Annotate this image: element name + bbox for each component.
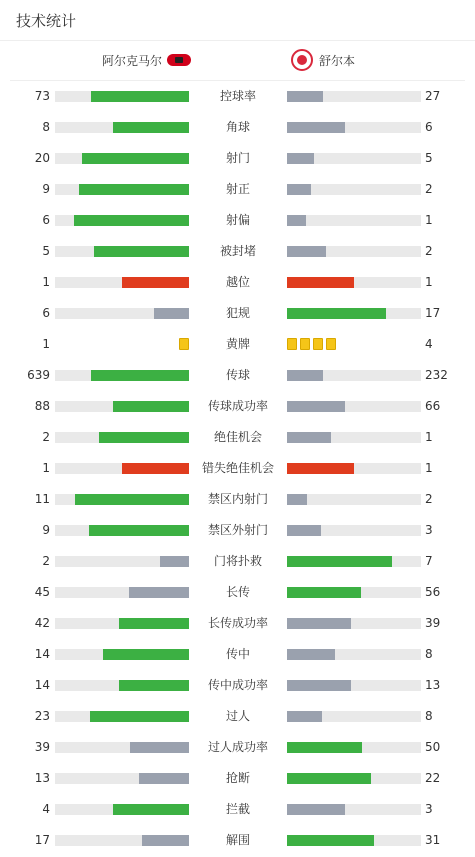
az-alkmaar-crest-icon [167,54,191,66]
stat-label: 射门 [225,151,250,165]
stat-label: 黄牌 [225,337,250,351]
away-stat-value: 27 [425,89,441,103]
away-stat-value: 66 [425,399,441,413]
away-stat-bar [287,215,421,226]
away-stat-bar [287,711,421,722]
home-stat-bar [55,463,189,474]
home-stat-bar-fill [91,91,189,102]
stat-label: 传中 [225,647,250,661]
away-stat-value: 1 [425,430,433,444]
away-stat-value: 3 [425,523,433,537]
home-stat-value: 42 [34,616,50,630]
stat-label: 拦截 [225,802,250,816]
away-stat-value: 2 [425,492,433,506]
away-team-name: 舒尔本 [319,53,356,68]
home-stat-bar-fill [113,804,189,815]
home-team-header [102,50,191,70]
yellow-card-icon [287,338,297,350]
away-stat-bar-fill [287,215,306,226]
home-stat-value: 45 [34,585,50,599]
home-stat-bar-fill [154,308,189,319]
home-stat-bar [55,587,189,598]
stat-row [0,794,475,825]
away-stat-bar [287,370,421,381]
away-stat-bar [287,680,421,691]
home-stat-bar-fill [122,277,189,288]
yellow-card-icon [326,338,336,350]
home-stat-bar-fill [122,463,189,474]
title-divider [0,40,475,41]
away-stat-bar-fill [287,556,392,567]
away-stat-bar-fill [287,184,311,195]
home-stat-bar-fill [74,215,189,226]
home-stat-value: 14 [34,647,50,661]
away-stat-value: 8 [425,647,433,661]
away-stat-bar [287,649,421,660]
stat-label: 角球 [225,120,250,134]
home-stat-value: 17 [34,833,50,847]
away-stat-bar [287,432,421,443]
home-stat-bar-fill [90,711,189,722]
away-stat-bar [287,556,421,567]
home-stat-value: 11 [34,492,50,506]
away-stat-value: 2 [425,244,433,258]
stat-label: 传球 [225,368,250,382]
home-stat-bar [55,835,189,846]
home-stat-bar [55,711,189,722]
home-stat-value: 1 [42,337,50,351]
stat-row [0,143,475,174]
stat-label: 被封堵 [219,244,256,258]
away-stat-value: 17 [425,306,441,320]
away-stat-bar [287,587,421,598]
home-stat-bar-fill [89,525,190,536]
stat-label: 传中成功率 [207,678,268,692]
home-stat-value: 13 [34,771,50,785]
away-stat-bar-fill [287,773,371,784]
away-stat-bar-fill [287,370,323,381]
away-stat-bar-fill [287,742,362,753]
stat-label: 长传成功率 [207,616,268,630]
away-stat-bar [287,308,421,319]
stat-label: 解围 [225,833,250,847]
home-stat-bar-fill [94,246,189,257]
away-stat-bar-fill [287,494,307,505]
yellow-card-icon [179,338,189,350]
stat-row [0,453,475,484]
home-stat-bar [55,184,189,195]
away-stat-bar [287,525,421,536]
stat-row [0,205,475,236]
home-stat-bar-fill [103,649,189,660]
home-stat-bar-fill [142,835,189,846]
away-stat-bar-fill [287,277,354,288]
home-stat-bar [55,308,189,319]
stat-row [0,763,475,794]
away-stat-bar [287,277,421,288]
home-stat-bar-fill [129,587,189,598]
stat-label: 门将扑救 [213,554,262,568]
stat-row [0,391,475,422]
away-stat-bar [287,742,421,753]
home-stat-bar-fill [119,618,189,629]
away-yellow-cards [287,338,336,351]
away-stat-bar-fill [287,835,374,846]
yellow-card-icon [300,338,310,350]
home-stat-value: 6 [42,213,50,227]
away-stat-bar-fill [287,432,331,443]
home-stat-bar [55,649,189,660]
stat-row [0,484,475,515]
home-team-name: 阿尔克马尔 [102,53,163,68]
home-stat-bar [55,742,189,753]
home-stat-bar [55,525,189,536]
away-stat-bar [287,835,421,846]
stat-row [0,546,475,577]
away-stat-value: 8 [425,709,433,723]
home-stat-value: 2 [42,430,50,444]
home-stat-bar [55,246,189,257]
away-stat-bar-fill [287,401,345,412]
away-stat-bar [287,494,421,505]
home-stat-value: 20 [34,151,50,165]
away-stat-bar [287,401,421,412]
away-stat-value: 6 [425,120,433,134]
home-stat-bar [55,773,189,784]
home-stat-bar-fill [119,680,189,691]
away-stat-value: 7 [425,554,433,568]
stat-row [0,174,475,205]
home-stat-bar [55,618,189,629]
home-stat-bar-fill [91,370,189,381]
stat-label: 错失绝佳机会 [201,461,274,475]
stat-row [0,670,475,701]
away-stat-bar [287,804,421,815]
away-stat-bar [287,246,421,257]
stat-row [0,81,475,112]
away-stat-value: 1 [425,461,433,475]
away-stat-bar-fill [287,91,323,102]
away-stat-bar-fill [287,618,351,629]
stat-label: 控球率 [219,89,256,103]
away-stat-bar-fill [287,153,314,164]
home-stat-bar-fill [82,153,189,164]
away-stat-value: 39 [425,616,441,630]
away-stat-bar [287,618,421,629]
home-stat-value: 23 [34,709,50,723]
home-stat-bar [55,153,189,164]
away-stat-value: 1 [425,213,433,227]
away-stat-value: 3 [425,802,433,816]
away-stat-bar [287,122,421,133]
stat-row [0,422,475,453]
away-stat-value: 13 [425,678,441,692]
home-stat-value: 1 [42,461,50,475]
stat-row [0,732,475,763]
away-stat-bar-fill [287,587,361,598]
shelbourne-crest-icon [291,49,313,71]
home-stat-bar [55,401,189,412]
stat-row [0,825,475,856]
home-stat-value: 639 [27,368,50,382]
home-stat-bar-fill [113,401,189,412]
home-stat-value: 73 [34,89,50,103]
home-stat-bar [55,432,189,443]
home-stat-bar-fill [75,494,189,505]
home-stat-bar [55,370,189,381]
away-stat-bar-fill [287,463,354,474]
away-stat-bar-fill [287,525,321,536]
stat-row [0,515,475,546]
away-stat-value: 50 [425,740,441,754]
yellow-card-icon [313,338,323,350]
home-stat-value: 5 [42,244,50,258]
away-stat-bar [287,153,421,164]
away-stat-value: 1 [425,275,433,289]
home-stat-bar-fill [139,773,189,784]
home-stat-value: 9 [42,182,50,196]
away-stat-bar-fill [287,649,335,660]
home-yellow-cards [179,338,189,351]
home-stat-value: 6 [42,306,50,320]
stat-row [0,608,475,639]
away-stat-bar [287,463,421,474]
home-stat-bar [55,494,189,505]
home-stat-value: 88 [34,399,50,413]
away-stat-value: 31 [425,833,441,847]
stat-label: 传球成功率 [207,399,268,413]
away-team-header [291,50,355,70]
home-stat-bar [55,277,189,288]
stat-label: 犯规 [225,306,250,320]
away-stat-value: 56 [425,585,441,599]
away-stat-bar-fill [287,804,345,815]
away-stat-value: 5 [425,151,433,165]
home-stat-bar [55,91,189,102]
away-stat-value: 22 [425,771,441,785]
stat-row [0,701,475,732]
home-stat-value: 2 [42,554,50,568]
home-stat-value: 14 [34,678,50,692]
stat-label: 过人 [225,709,250,723]
home-stat-bar-fill [130,742,189,753]
stat-label: 射正 [225,182,250,196]
home-stat-bar-fill [160,556,189,567]
away-stat-value: 2 [425,182,433,196]
stat-row [0,298,475,329]
away-stat-bar [287,184,421,195]
home-stat-bar-fill [99,432,189,443]
page-title: 技术统计 [16,12,77,30]
away-stat-bar-fill [287,711,322,722]
home-stat-value: 4 [42,802,50,816]
home-stat-bar [55,804,189,815]
stat-row [0,329,475,360]
away-stat-bar-fill [287,122,345,133]
home-stat-bar-fill [79,184,189,195]
stat-label: 越位 [225,275,250,289]
stat-row [0,112,475,143]
stat-label: 长传 [225,585,250,599]
away-stat-value: 232 [425,368,448,382]
stat-label: 过人成功率 [207,740,268,754]
stat-row [0,639,475,670]
stat-row [0,267,475,298]
home-stat-bar [55,122,189,133]
home-stat-bar-fill [113,122,189,133]
stat-label: 射偏 [225,213,250,227]
away-stat-value: 4 [425,337,433,351]
home-stat-value: 39 [34,740,50,754]
stat-label: 抢断 [225,771,250,785]
home-stat-bar [55,680,189,691]
stat-row [0,577,475,608]
stat-row [0,360,475,391]
home-stat-value: 1 [42,275,50,289]
away-stat-bar [287,91,421,102]
home-stat-bar [55,556,189,567]
stat-label: 禁区内射门 [207,492,268,506]
home-stat-value: 8 [42,120,50,134]
home-stat-bar [55,215,189,226]
stat-label: 绝佳机会 [213,430,262,444]
away-stat-bar-fill [287,246,326,257]
stat-row [0,236,475,267]
away-stat-bar [287,773,421,784]
away-stat-bar-fill [287,680,351,691]
home-stat-value: 9 [42,523,50,537]
stat-label: 禁区外射门 [207,523,268,537]
away-stat-bar-fill [287,308,386,319]
